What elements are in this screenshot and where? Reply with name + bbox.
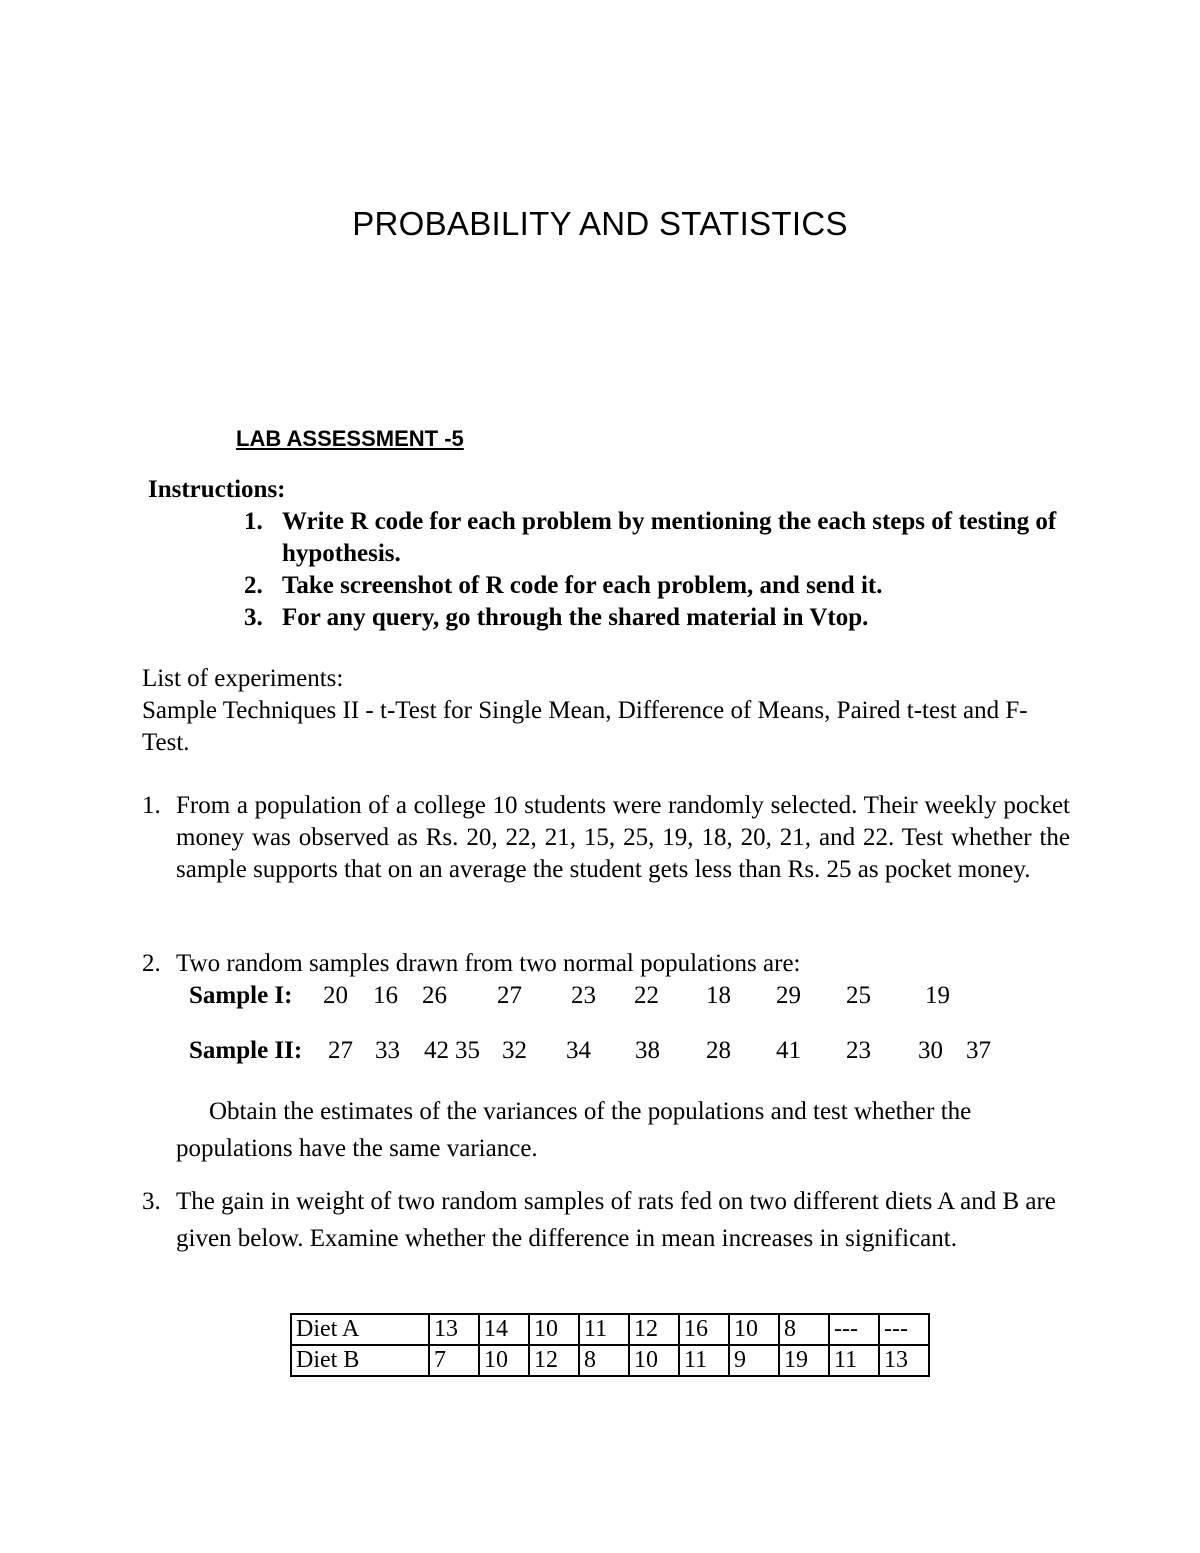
table-cell: --- [879, 1314, 929, 1345]
instruction-number: 3. [244, 604, 263, 631]
sample-value: 30 [918, 1037, 943, 1064]
sample-value: 20 [323, 982, 348, 1009]
sample-value: 34 [566, 1037, 591, 1064]
sample-value: 29 [776, 982, 801, 1009]
instruction-text: For any query, go through the shared material in Vtop. [282, 604, 869, 631]
sample-value: 18 [706, 982, 731, 1009]
instruction-item [244, 570, 1070, 602]
sample-value: 37 [966, 1037, 991, 1064]
sample-value: 26 [422, 982, 447, 1009]
table-cell: 7 [429, 1345, 479, 1376]
instruction-item [244, 602, 1070, 634]
table-row [291, 1314, 929, 1345]
table-cell: 14 [479, 1314, 529, 1345]
problem-1 [142, 790, 1070, 886]
sample-value: 23 [571, 982, 596, 1009]
instruction-text: Take screenshot of R code for each problem, and send it. [282, 572, 883, 599]
table-cell: 10 [529, 1314, 579, 1345]
lab-heading: LAB ASSESSMENT -5 [236, 426, 464, 451]
sample-value: 41 [776, 1037, 801, 1064]
problem-2-followup: Obtain the estimates of the variances of the populations and test whether the populations have the same variance. [176, 1098, 972, 1162]
instruction-text: Write R code for each problem by mentioning the each steps of testing of hypothesis. [282, 508, 1057, 567]
instructions-list [244, 506, 1070, 634]
problem-text: From a population of a college 10 students were randomly selected. Their weekly pocket money was observed as Rs. 20, 22, 21, 15, 25, 19, 18, 20, 21, and 22. Test whether the sample supports that on an average the student gets less than Rs. 25 as pocket money. [176, 792, 1070, 883]
page-title: PROBABILITY AND STATISTICS [352, 205, 848, 242]
table-cell: 11 [829, 1345, 879, 1376]
table-cell: 13 [429, 1314, 479, 1345]
sample-value: 27 [497, 982, 522, 1009]
row-label: Diet B [291, 1345, 429, 1376]
problem-3 [142, 1183, 1070, 1257]
diet-table [290, 1313, 930, 1377]
row-label: Diet A [291, 1314, 429, 1345]
table-cell: 9 [729, 1345, 779, 1376]
instructions-heading: Instructions: [148, 476, 286, 503]
table-cell: 12 [629, 1314, 679, 1345]
problem-number: 3. [142, 1188, 161, 1215]
sample-value: 25 [846, 982, 871, 1009]
table-cell: 19 [779, 1345, 829, 1376]
table-cell: 11 [579, 1314, 629, 1345]
instruction-item [244, 506, 1070, 570]
table-cell: 12 [529, 1345, 579, 1376]
table-cell: 16 [679, 1314, 729, 1345]
problem-number: 1. [142, 792, 161, 819]
sample-value: 27 [328, 1037, 353, 1064]
sample-value: 33 [375, 1037, 400, 1064]
table-cell: 10 [729, 1314, 779, 1345]
table-cell: 10 [479, 1345, 529, 1376]
table-cell: 8 [579, 1345, 629, 1376]
sample-value: 19 [925, 982, 950, 1009]
sample-value: 32 [502, 1037, 527, 1064]
table-cell: --- [829, 1314, 879, 1345]
problem-number: 2. [142, 950, 161, 977]
problem-2 [142, 948, 1070, 980]
table-cell: 13 [879, 1345, 929, 1376]
sample-value: 23 [846, 1037, 871, 1064]
instruction-number: 2. [244, 572, 263, 599]
sample-2-row [0, 1037, 1200, 1069]
sample-value: 42 [424, 1037, 449, 1064]
experiments-heading: List of experiments: [142, 665, 344, 692]
sample-2-label: Sample II: [189, 1037, 303, 1064]
sample-value: 35 [455, 1037, 480, 1064]
sample-value: 38 [635, 1037, 660, 1064]
experiments-description: Sample Techniques II - t-Test for Single Mean, Difference of Means, Paired t-test and F-Test. [142, 697, 1028, 756]
table-row [291, 1345, 929, 1376]
sample-value: 16 [373, 982, 398, 1009]
sample-1-label: Sample I: [189, 982, 293, 1009]
sample-value: 28 [706, 1037, 731, 1064]
table-cell: 8 [779, 1314, 829, 1345]
instruction-number: 1. [244, 508, 263, 535]
sample-1-row [0, 982, 1200, 1014]
problem-text: Two random samples drawn from two normal populations are: [176, 950, 801, 977]
sample-value: 22 [634, 982, 659, 1009]
table-cell: 10 [629, 1345, 679, 1376]
problem-text: The gain in weight of two random samples of rats fed on two different diets A and B are given below. Examine whether the difference in mean increases in significant. [176, 1188, 1056, 1252]
table-cell: 11 [679, 1345, 729, 1376]
